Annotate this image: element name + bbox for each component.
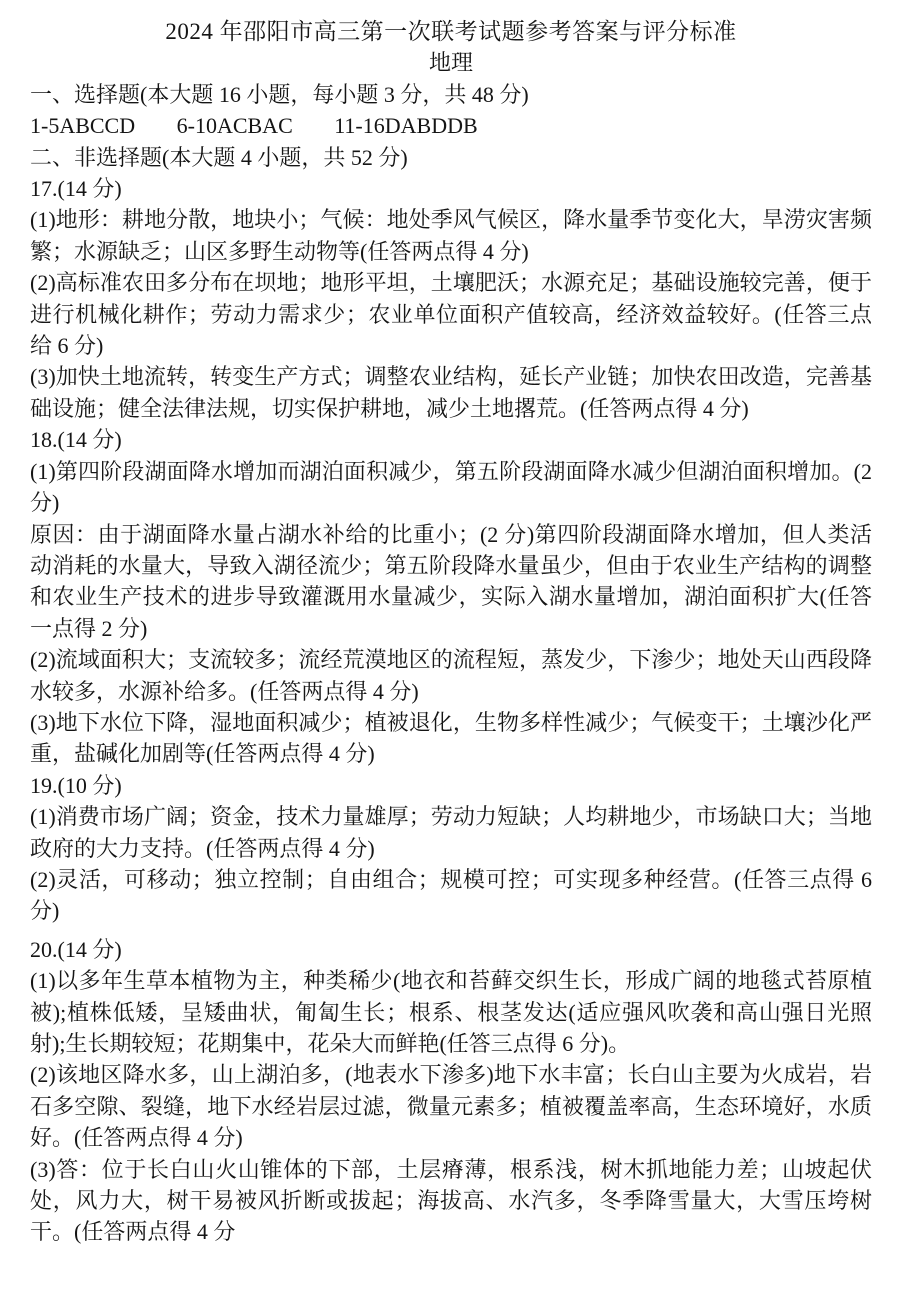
question-20-part-2: (2)该地区降水多，山上湖泊多，(地表水下渗多)地下水丰富；长白山主要为火成岩，岩石多空隙、裂缝，地下水经岩层过滤，微量元素多；植被覆盖率高，生态环境好，水质好。(任答两点得 4 分): [30, 1062, 872, 1151]
question-17-part-1: (1)地形：耕地分散，地块小；气候：地处季风气候区，降水量季节变化大，旱涝灾害频繁；水源缺乏；山区多野生动物等(任答两点得 4 分): [30, 207, 872, 264]
question-17-part-3: (3)加快土地流转，转变生产方式；调整农业结构，延长产业链；加快农田改造，完善基础设施；健全法律法规，切实保护耕地，减少土地撂荒。(任答两点得 4 分): [30, 364, 872, 421]
choice-section-heading: 一、选择题(本大题 16 小题，每小题 3 分，共 48 分): [30, 81, 529, 107]
question-18-part-2: (2)流域面积大；支流较多；流经荒漠地区的流程短，蒸发少，下渗少；地处天山西段降水较多，水源补给多。(任答两点得 4 分): [30, 647, 872, 704]
document-title: 2024 年邵阳市高三第一次联考试题参考答案与评分标准: [165, 19, 737, 44]
question-19-part-1: (1)消费市场广阔；资金，技术力量雄厚；劳动力短缺；人均耕地少，市场缺口大；当地政府的大力支持。(任答两点得 4 分): [30, 804, 872, 861]
question-17-part-2: (2)高标准农田多分布在坝地；地形平坦，土壤肥沃；水源充足；基础设施较完善，便于进行机械化耕作；劳动力需求少；农业单位面积产值较高，经济效益较好。(任答三点给 6 分): [30, 270, 872, 359]
choice-answers-line: [30, 110, 872, 141]
answer-group-1-5: 1-5ABCCD: [30, 113, 136, 139]
question-19-part-2: (2)灵活，可移动；独立控制；自由组合；规模可控；可实现多种经营。(任答三点得 6 分): [30, 866, 872, 924]
question-17-number: 17.(14 分): [30, 176, 122, 202]
question-20: [30, 934, 872, 1248]
question-18-number: 18.(14 分): [30, 427, 122, 453]
question-20-number: 20.(14 分): [30, 936, 122, 962]
question-18-part-1-reason: 原因：由于湖面降水量占湖水补给的比重小；(2 分)第四阶段湖面降水增加，但人类活动消耗的水量大，导致入湖径流少；第五阶段降水量虽少，但由于农业生产结构的调整和农业生产技术的进步导致灌溉用水量减少，实际入湖水量增加，湖泊面积扩大(任答一点得 2 分): [30, 521, 872, 641]
question-20-part-3: (3)答：位于长白山火山锥体的下部，土层瘠薄，根系浅，树木抓地能力差；山坡起伏处，风力大，树干易被风折断或拔起；海拔高、水汽多，冬季降雪量大，大雪压垮树干。(任答两点得 4 分: [30, 1156, 872, 1245]
question-20-part-1: (1)以多年生草本植物为主，种类稀少(地衣和苔藓交织生长，形成广阔的地毯式苔原植被);植株低矮，呈矮曲状，匍匐生长；根系、根茎发达(适应强风吹袭和高山强日光照射);生长期较短；花期集中，花朵大而鲜艳(任答三点得 6 分)。: [30, 968, 872, 1056]
subject-title: 地理: [428, 50, 473, 76]
free-response-heading: 二、非选择题(本大题 4 小题，共 52 分): [30, 144, 408, 170]
answer-group-6-10: 6-10ACBAC: [176, 113, 293, 139]
question-18: [30, 424, 872, 769]
question-18-part-1: (1)第四阶段湖面降水增加而湖泊面积减少，第五阶段湖面降水减少但湖泊面积增加。(2 分): [30, 458, 872, 516]
question-17: [30, 173, 872, 424]
question-19-number: 19.(10 分): [30, 772, 122, 798]
answer-group-11-16: 11-16DABDDB: [334, 113, 478, 139]
question-19: [30, 770, 872, 927]
question-18-part-3: (3)地下水位下降，湿地面积减少；植被退化，生物多样性减少；气候变干；土壤沙化严重，盐碱化加剧等(任答两点得 4 分): [30, 709, 872, 767]
